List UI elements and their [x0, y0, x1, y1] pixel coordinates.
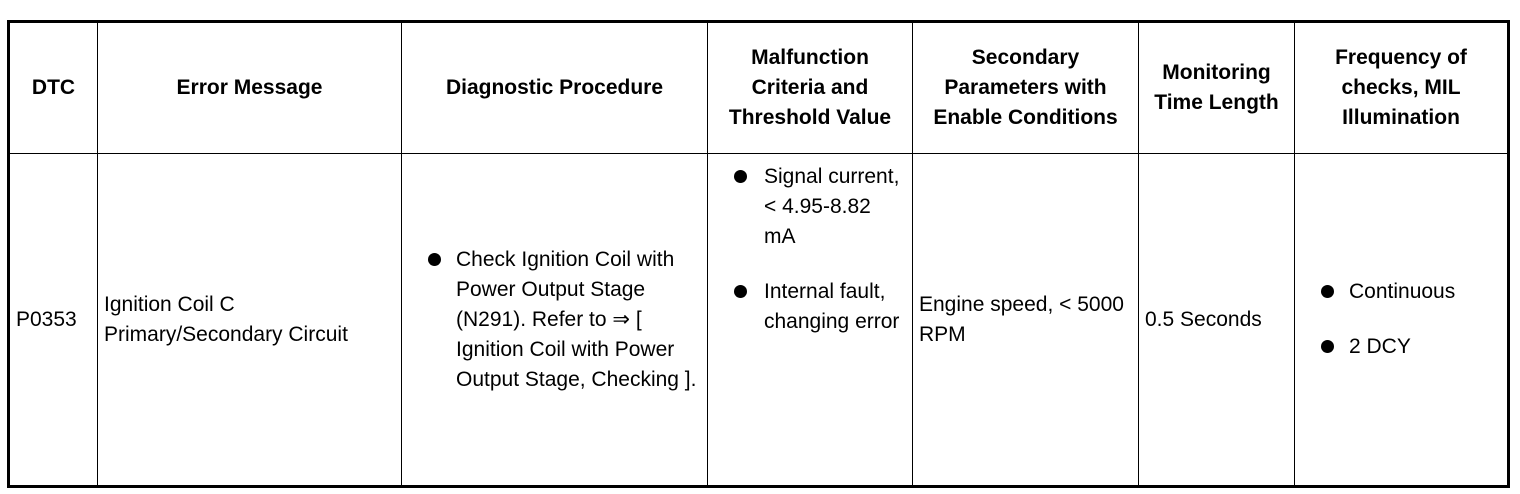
frequency — [1295, 154, 1509, 487]
bullet-icon — [734, 170, 747, 183]
bullet-icon — [1321, 285, 1334, 298]
diagnostic-procedure — [402, 154, 708, 487]
criteria-item — [714, 277, 906, 337]
header-error-message: Error Message — [98, 22, 402, 154]
frequency-item — [1301, 277, 1501, 307]
header-monitoring-time: Monitoring Time Length — [1139, 22, 1295, 154]
procedure-item — [408, 245, 701, 395]
frequency-text: 2 DCY — [1349, 335, 1411, 358]
header-secondary-parameters: Secondary Parameters with Enable Conditions — [913, 22, 1139, 154]
criteria-text: Signal current, < 4.95-8.82 mA — [764, 165, 900, 248]
header-dtc: DTC — [9, 22, 98, 154]
header-diagnostic-procedure: Diagnostic Procedure — [402, 22, 708, 154]
secondary-parameters: Engine speed, < 5000 RPM — [913, 154, 1139, 487]
monitoring-time: 0.5 Seconds — [1139, 154, 1295, 487]
header-malfunction-criteria: Malfunction Criteria and Threshold Value — [708, 22, 913, 154]
criteria-text: Internal fault, changing error — [764, 280, 900, 333]
criteria-item — [714, 162, 906, 252]
bullet-icon — [1321, 340, 1334, 353]
dtc-table — [7, 20, 1510, 488]
dtc-code: P0353 — [9, 154, 98, 487]
header-frequency: Frequency of checks, MIL Illumination — [1295, 22, 1509, 154]
bullet-icon — [734, 285, 747, 298]
procedure-text: Check Ignition Coil with Power Output Stage (N291). Refer to ⇒ [ Ignition Coil with Power Output Stage, Checking ]. — [456, 247, 697, 391]
bullet-icon — [428, 253, 441, 266]
header-row — [9, 22, 1509, 154]
error-message: Ignition Coil C Primary/Secondary Circuit — [98, 154, 402, 487]
frequency-text: Continuous — [1349, 280, 1456, 303]
malfunction-criteria — [708, 154, 913, 487]
table-row — [9, 154, 1509, 487]
frequency-item — [1301, 332, 1501, 362]
